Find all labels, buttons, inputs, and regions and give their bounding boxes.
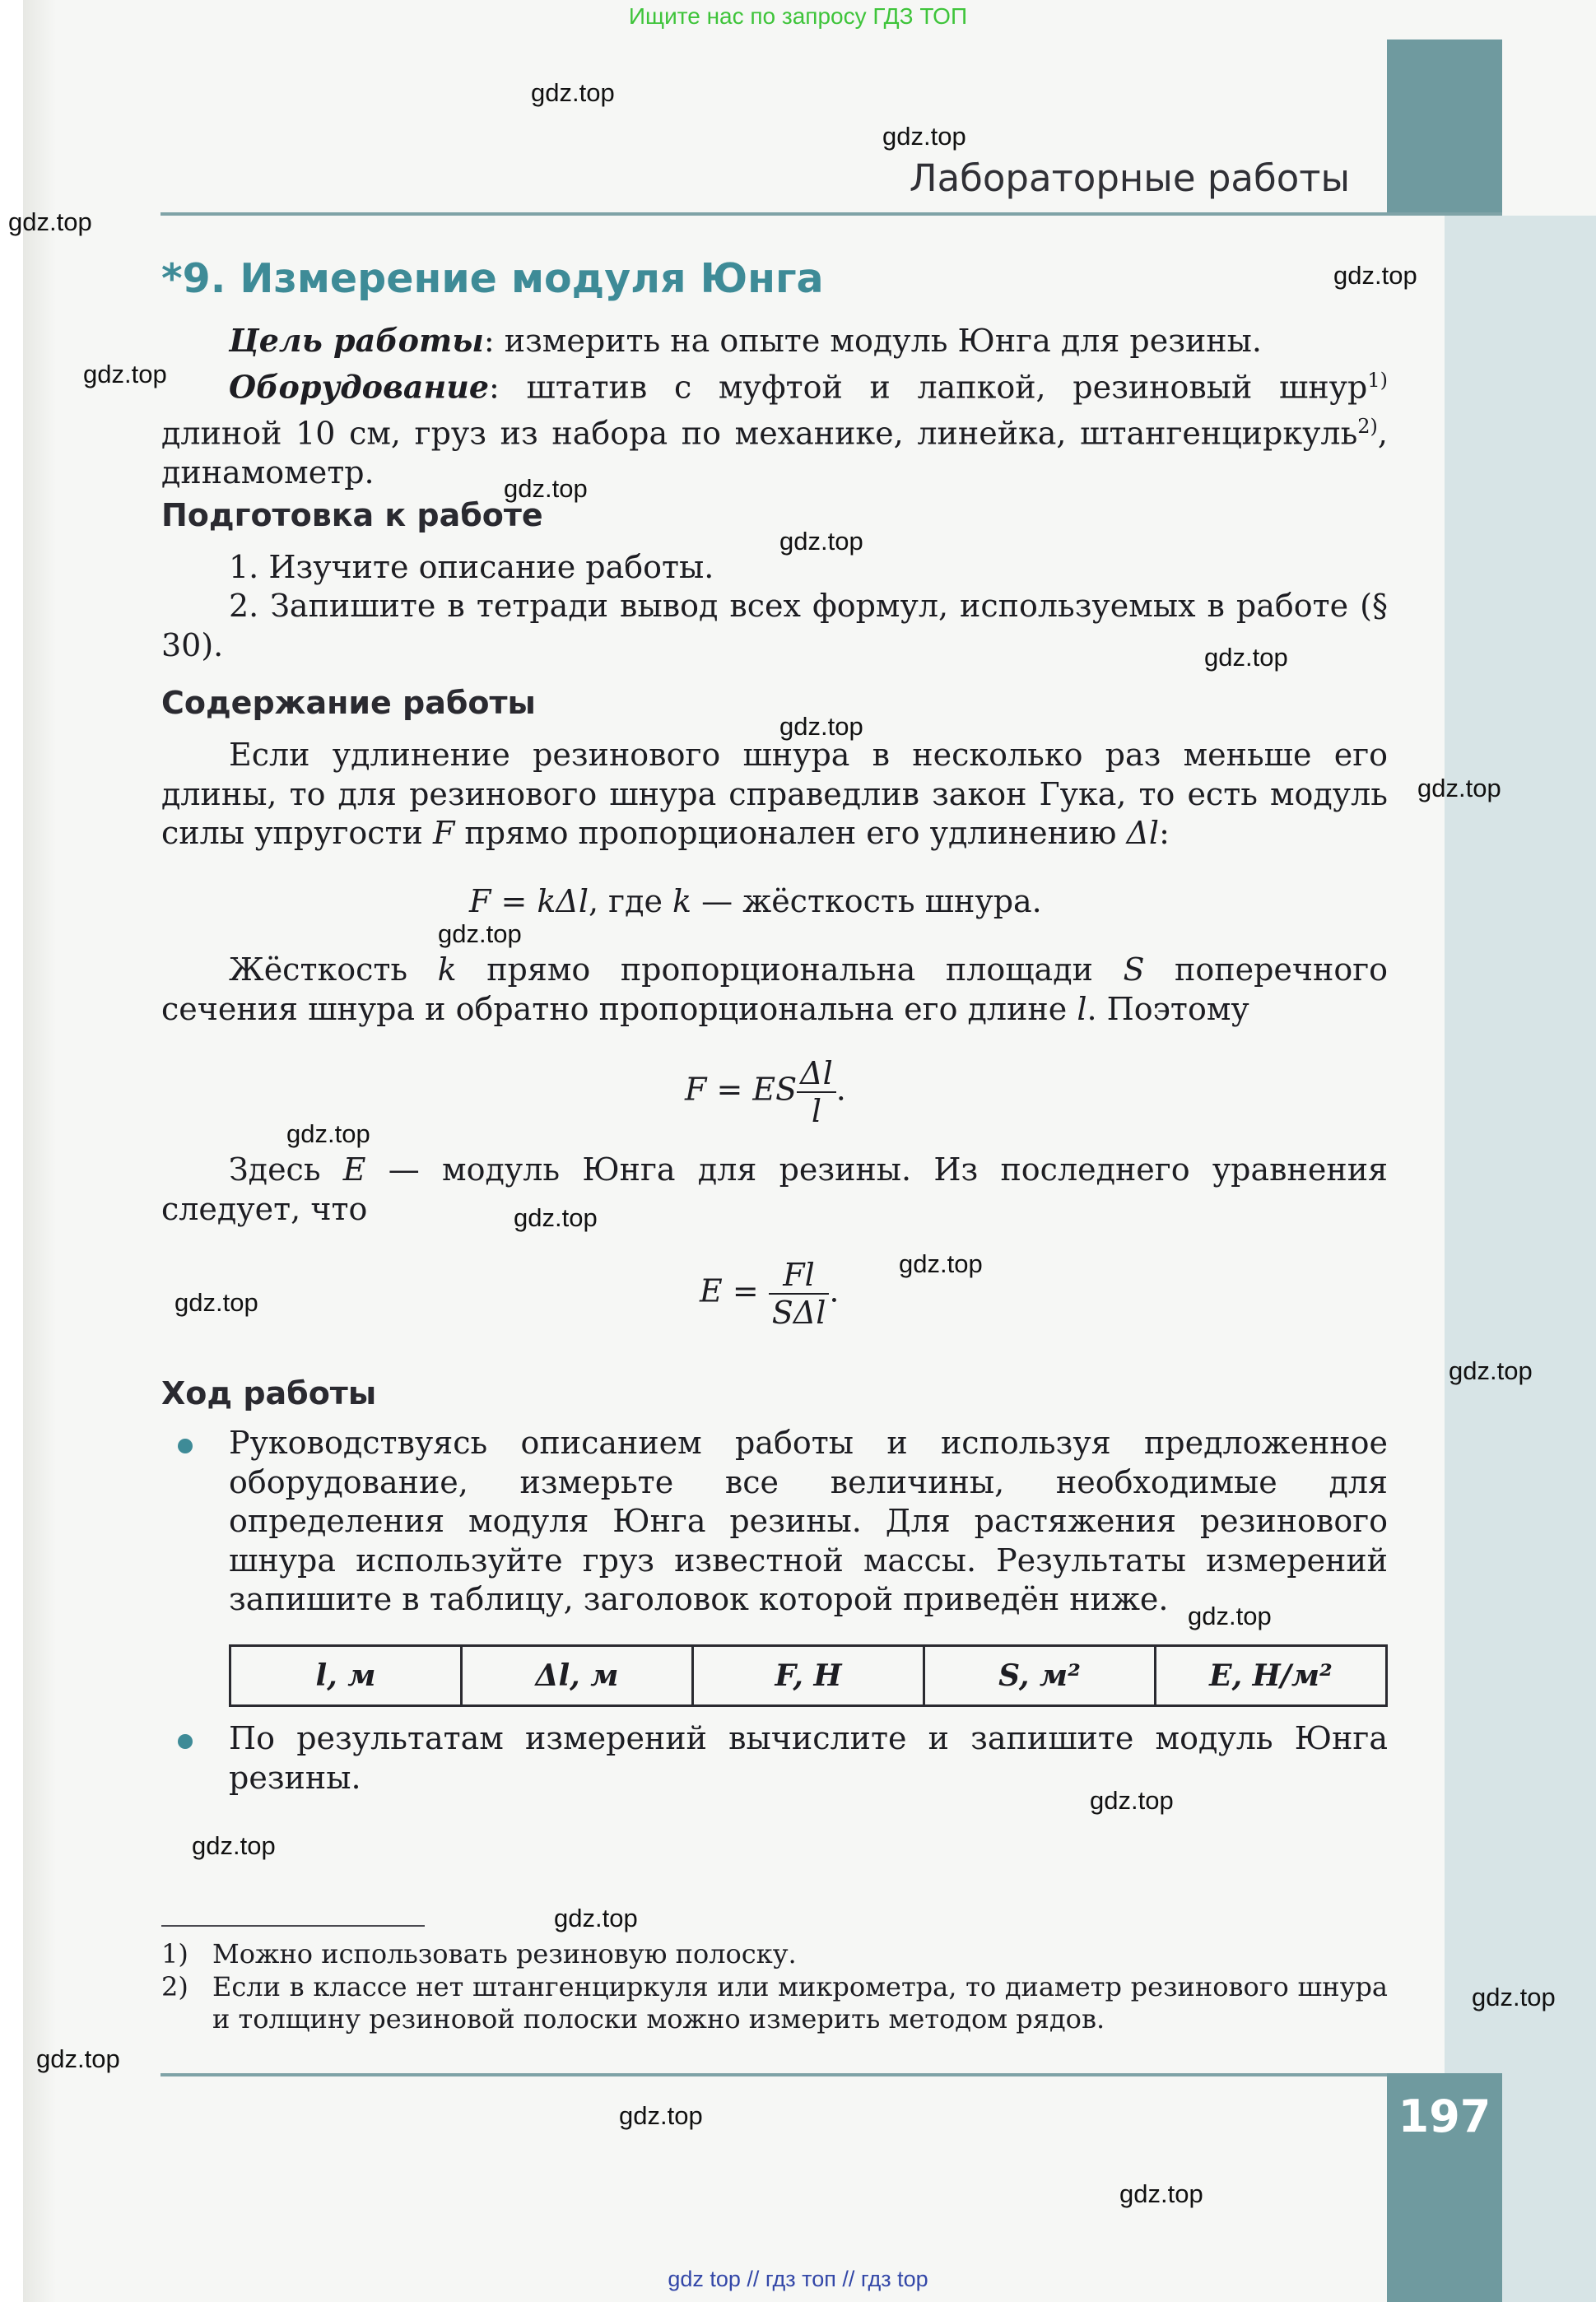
content-p1-dl: Δl <box>1126 815 1160 851</box>
footnote-2-mark: 2) <box>161 1971 188 2002</box>
formula2-numerator: Δl <box>797 1055 836 1093</box>
watermark: gdz.top <box>554 1904 638 1932</box>
hooke-comment-k: k <box>672 883 692 919</box>
watermark: gdz.top <box>1449 1356 1533 1385</box>
formula3-numerator: Fl <box>769 1257 830 1295</box>
watermark: gdz.top <box>531 78 615 107</box>
watermark: gdz.top <box>619 2101 703 2130</box>
hooke-law-formula <box>469 883 1042 919</box>
table-header-cell: E, Н/м² <box>1156 1646 1387 1706</box>
footnote-rule <box>161 1925 425 1927</box>
watermark: gdz.top <box>1333 261 1417 290</box>
table-header-cell: l, м <box>230 1646 462 1706</box>
table-header-row <box>230 1646 1387 1706</box>
watermark: gdz.top <box>779 527 863 556</box>
watermark: gdz.top <box>1204 643 1288 672</box>
footnote-1-text: Можно использовать резиновую полоску. <box>212 1938 797 1969</box>
bottom-banner[interactable]: gdz top // гдз топ // гдз top <box>668 2267 928 2291</box>
content-p3-text-a: Здесь <box>229 1151 343 1188</box>
content-p1-text-b: прямо пропорционален его удлинению <box>454 815 1127 851</box>
watermark: gdz.top <box>438 919 522 948</box>
watermark: gdz.top <box>192 1831 276 1860</box>
measurements-table <box>229 1644 1388 1707</box>
content-p2-k: k <box>437 951 457 988</box>
content-paragraph-3 <box>161 1151 1388 1229</box>
formula2-lhs: F = ES <box>685 1071 798 1108</box>
header-rule <box>161 212 1502 216</box>
watermark: gdz.top <box>514 1203 598 1232</box>
goal-equipment-paragraph <box>161 321 1388 492</box>
lab-title: *9. Измерение модуля Юнга <box>161 255 824 302</box>
formula3-lhs: E = <box>700 1272 769 1309</box>
prep-step-2: 2. Запишите в тетради вывод всех формул, используемых в работе (§ 30). <box>161 588 1388 663</box>
footer-rule <box>161 2073 1387 2076</box>
content-p3-E: E <box>342 1151 366 1188</box>
watermark: gdz.top <box>286 1119 370 1148</box>
watermark: gdz.top <box>899 1249 983 1278</box>
formula2-end: . <box>835 1071 846 1108</box>
equipment-text-a: : штатив с муфтой и лапкой, резиновый шнур <box>489 369 1368 406</box>
footnote-2-text: Если в классе нет штангенциркуля или микрометра, то диаметр резинового шнура и толщину резиновой полоски можно измерить методом рядов. <box>212 1971 1388 2035</box>
watermark: gdz.top <box>174 1288 258 1317</box>
bullet-dot <box>178 1734 193 1749</box>
procedure-step-1: Руководствуясь описанием работы и используя предложенное оборудование, измерьте все величины, необходимые для определения модуля Юнга резины. Для растяжения резинового шнура используйте груз известной массы. Результаты измерений запишите в таблицу, заголовок которой приведён ниже. <box>229 1425 1388 1617</box>
equipment-text-b: длиной 10 см, груз из набора по механике, линейка, штангенциркуль <box>161 415 1358 452</box>
prep-heading: Подготовка к работе <box>161 497 543 533</box>
page-number: 197 <box>1398 2090 1491 2142</box>
table-header-cell: S, м² <box>924 1646 1156 1706</box>
watermark: gdz.top <box>83 360 167 388</box>
watermark: gdz.top <box>504 474 588 503</box>
page-fold-shadow <box>23 0 56 2302</box>
content-heading: Содержание работы <box>161 685 536 721</box>
footnote-1-mark: 1) <box>161 1938 188 1969</box>
hooke-comment-b: — жёсткость шнура. <box>691 883 1042 919</box>
content-p1-text-a: Если удлинение резинового шнура в несколько раз меньше его длины, то для резинового шнура справедлив закон Гука, то есть модуль силы упругости <box>161 737 1388 851</box>
running-head: Лабораторные работы <box>909 156 1350 200</box>
content-paragraph-2 <box>161 951 1388 1029</box>
procedure-heading: Ход работы <box>161 1375 377 1411</box>
hooke-formula: F = kΔl <box>469 883 589 919</box>
procedure-step-2: По результатам измерений вычислите и запишите модуль Юнга резины. <box>229 1720 1388 1796</box>
content-p2-l: l <box>1077 990 1087 1027</box>
prep-step-1: 1. Изучите описание работы. <box>229 549 714 585</box>
content-p3-text-b: — модуль Юнга для резины. Из последнего уравнения следует, что <box>161 1151 1388 1227</box>
footnote-ref-1: 1) <box>1367 368 1388 392</box>
watermark: gdz.top <box>1472 1983 1556 2011</box>
content-p2-text-c: поперечного сечения шнура и обратно пропорциональна его длине <box>161 951 1389 1027</box>
formula3-fraction <box>769 1257 830 1331</box>
watermark: gdz.top <box>8 207 92 236</box>
goal-text: : измерить на опыте модуль Юнга для резины. <box>483 323 1262 359</box>
content-p1-text-c: : <box>1159 815 1170 851</box>
content-p2-text-a: Жёсткость <box>229 951 438 988</box>
footnote-ref-2: 2) <box>1357 414 1378 438</box>
equipment-text-c: , динамометр. <box>161 415 1388 491</box>
watermark: gdz.top <box>36 2044 120 2073</box>
bullet-dot <box>178 1439 193 1453</box>
table-header-cell: Δl, м <box>462 1646 693 1706</box>
young-force-formula <box>685 1055 846 1129</box>
content-p1-F: F <box>432 815 455 851</box>
watermark: gdz.top <box>779 712 863 741</box>
hooke-comment-a: , где <box>589 883 673 919</box>
goal-label: Цель работы <box>229 322 484 359</box>
watermark: gdz.top <box>1090 1786 1174 1815</box>
formula3-end: . <box>829 1272 840 1309</box>
watermark: gdz.top <box>882 122 966 151</box>
formula3-denominator: SΔl <box>771 1295 826 1331</box>
table-header-cell: F, Н <box>693 1646 924 1706</box>
equipment-label: Оборудование <box>229 368 490 406</box>
watermark: gdz.top <box>1188 1602 1272 1630</box>
young-modulus-formula <box>700 1257 839 1331</box>
watermark: gdz.top <box>1417 774 1501 802</box>
content-p2-S: S <box>1123 951 1145 988</box>
formula2-fraction <box>797 1055 836 1129</box>
content-paragraph-1 <box>161 736 1388 853</box>
header-accent-block <box>1387 40 1502 216</box>
formula2-denominator: l <box>811 1093 822 1129</box>
watermark: gdz.top <box>1119 2179 1203 2208</box>
content-p2-text-b: прямо пропорциональна площади <box>456 951 1124 988</box>
top-banner[interactable]: Ищите нас по запросу ГДЗ ТОП <box>628 3 968 29</box>
content-p2-text-d: . Поэтому <box>1086 990 1249 1027</box>
